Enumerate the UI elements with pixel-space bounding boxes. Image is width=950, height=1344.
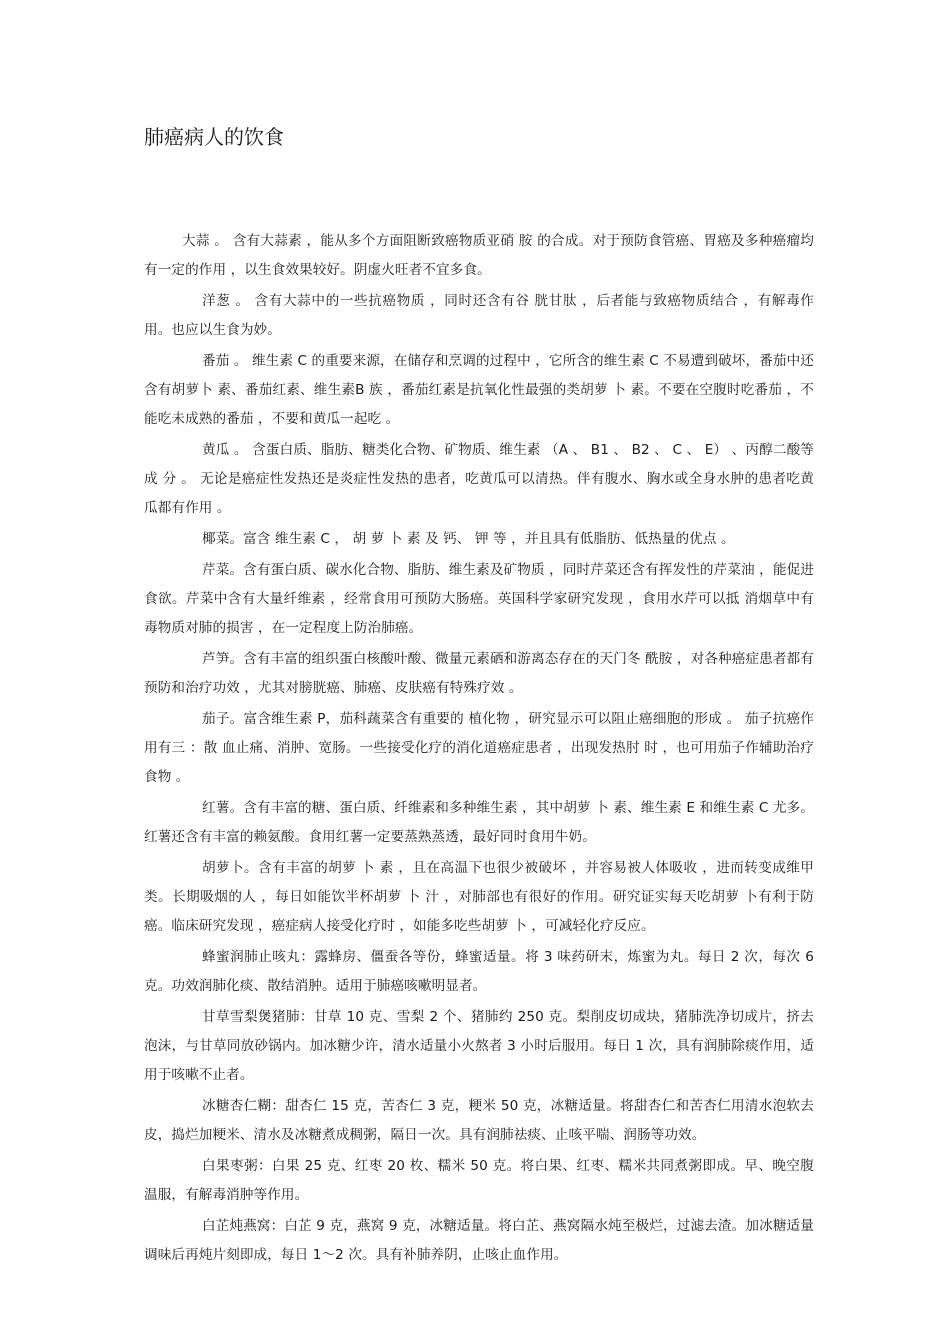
paragraph-sweet-potato: 红薯。含有丰富的糖、蛋白质、纤维素和多种维生素 ，其中胡萝 卜 素、维生素 E 和维生素 C 尤多。红薯还含有丰富的赖氨酸。食用红薯一定要蒸熟蒸透，最好同时食用牛奶。 [144,800,814,845]
paragraph-onion: 洋葱 。 含有大蒜中的一些抗癌物质 ，同时还含有谷 胱甘肽 ，后者能与致癌物质结合 ，有解毒作用。也应以生食为妙。 [144,293,814,338]
paragraph-ginkgo-porridge: 白果枣粥：白果 25 克、红枣 20 枚、糯米 50 克。将白果、红枣、糯米共同煮粥即成。早、晚空腹温服，有解毒消肿等作用。 [144,1158,814,1203]
document-body [144,227,814,1272]
document-title: 肺癌病人的饮食 [144,125,284,149]
paragraph-eggplant: 茄子。富含维生素 P，茄科蔬菜含有重要的 植化物 ，研究显示可以阻止癌细胞的形成 。 茄子抗癌作用有三 ：散 血止痛、消肿、宽肠。一些接受化疗的消化道癌症患者 ，出现发热肘 时 ，也可用茄子作辅助治疗食物 。 [144,711,814,785]
paragraph-cabbage: 椰菜。富含 维生素 C ， 胡 萝 卜 素 及 钙、 钾 等 ，并且具有低脂肪、低热量的优点 。 [202,531,735,547]
paragraph-garlic: 大蒜 。 含有大蒜素 ，能从多个方面阻断致癌物质亚硝 胺 的合成。对于预防食管癌、胃癌及多种癌瘤均有一定的作用 ，以生食效果较好。阴虚火旺者不宜多食。 [144,233,814,278]
paragraph-carrot: 胡萝卜。含有丰富的胡萝 卜 素 ，且在高温下也很少被破坏 ，并容易被人体吸收 ，进而转变成维甲类。长期吸烟的人 ，每日如能饮半杯胡萝 卜 汁 ，对肺部也有很好的作用。研究证实每天吃胡萝 卜有利于防癌。临床研究发现 ，癌症病人接受化疗时 ，如能多吃些胡萝 卜 ，可减轻化疗反应。 [144,860,814,934]
paragraph-asparagus: 芦笋。含有丰富的组织蛋白核酸叶酸、微量元素硒和游离态存在的天门冬 酰胺 ，对各种癌症患者都有预防和治疗功效 ，尤其对膀胱癌、肺癌、皮肤癌有特殊疗效 。 [144,651,814,696]
paragraph-angelica-birdnest: 白芷炖燕窝：白芷 9 克，燕窝 9 克，冰糖适量。将白芷、燕窝隔水炖至极烂，过滤去渣。加冰糖适量调味后再炖片刻即成，每日 1～2 次。具有补肺养阴，止咳止血作用。 [144,1218,814,1263]
paragraph-tomato: 番茄 。 维生素 C 的重要来源，在储存和烹调的过程中 ，它所含的维生素 C 不易遭到破坏，番茄中还含有胡萝卜 素、番茄红素、维生素B 族 ，番茄红素是抗氧化性最强的类胡萝 卜 素。不要在空腹时吃番茄 ，不能吃未成熟的番茄 ，不要和黄瓜一起吃 。 [144,353,814,427]
paragraph-celery: 芹菜。含有蛋白质、碳水化合物、脂肪、维生素及矿物质 ，同时芹菜还含有挥发性的芹菜油 ，能促进食欲。芹菜中含有大量纤维素 ，经常食用可预防大肠癌。英国科学家研究发现 ，食用水芹可以抵 消烟草中有毒物质对肺的损害 ，在一定程度上防治肺癌。 [144,562,814,636]
paragraph-honey-pill: 蜂蜜润肺止咳丸：露蜂房、僵蚕各等份，蜂蜜适量。将 3 味药研末，炼蜜为丸。每日 2 次，每次 6 克。功效润肺化痰、散结消肿。适用于肺癌咳嗽明显者。 [144,949,814,994]
paragraph-cucumber: 黄瓜 。 含蛋白质、脂肪、糖类化合物、矿物质、维生素 （A 、 B1 、 B2 、 C 、 E） 、丙醇二酸等 成 分 。 无论是癌症性发热还是炎症性发热的患者，吃黄瓜可以清热。伴有腹水、胸水或全身水肿的患者吃黄瓜都有作用 。 [144,442,814,516]
paragraph-licorice-pear-lung: 甘草雪梨煲猪肺：甘草 10 克、雪梨 2 个、猪肺约 250 克。梨削皮切成块，猪肺洗净切成片，挤去泡沫，与甘草同放砂锅内。加冰糖少许，清水适量小火熬者 3 小时后服用。每日 1 次，具有润肺除痰作用，适用于咳嗽不止者。 [144,1009,814,1083]
paragraph-almond-paste: 冰糖杏仁糊：甜杏仁 15 克，苦杏仁 3 克，粳米 50 克，冰糖适量。将甜杏仁和苦杏仁用清水泡软去皮，捣烂加粳米、清水及冰糖煮成稠粥，隔日一次。具有润肺祛痰、止咳平喘、润肠等功效。 [144,1098,814,1143]
